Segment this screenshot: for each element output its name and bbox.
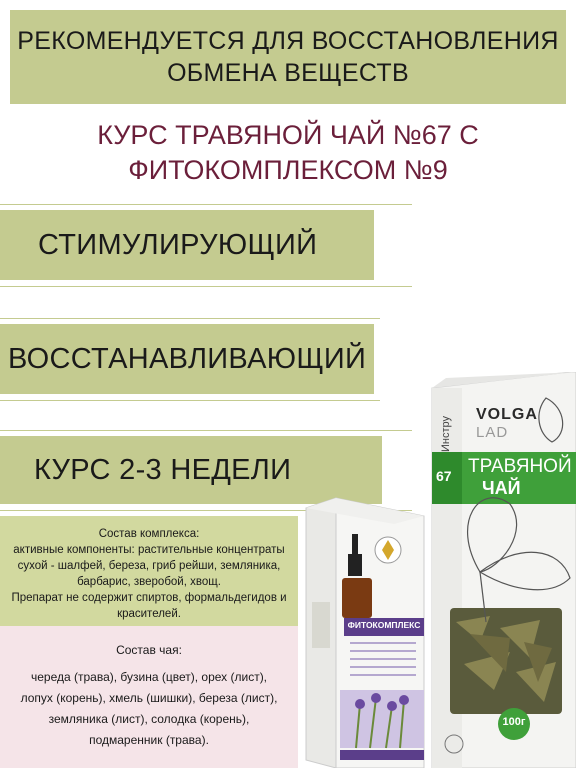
feature-label-1: СТИМУЛИРУЮЩИЙ xyxy=(38,228,318,261)
tea-box-brand: VOLGA xyxy=(476,406,538,423)
kit-composition xyxy=(0,526,298,622)
fito-box-label: ФИТОКОМПЛЕКС xyxy=(347,620,421,630)
course-title-line-1: КУРС ТРАВЯНОЙ ЧАЙ №67 С xyxy=(97,120,479,150)
band-3-top-line xyxy=(0,430,412,431)
course-title xyxy=(0,118,576,188)
fito-complex-product xyxy=(300,494,440,768)
band-2-bottom-line xyxy=(0,400,380,401)
feature-label-2: ВОССТАНАВЛИВАЮЩИЙ xyxy=(8,342,367,375)
tea-box-side-text: Инстру xyxy=(440,415,452,452)
tea-box-side-text-wrap xyxy=(438,394,456,454)
band-1-bottom-line xyxy=(0,286,412,287)
top-banner xyxy=(10,10,566,104)
tea-box-name-line-2: ЧАЙ xyxy=(482,478,521,498)
kit-composition-title: Состав комплекса: xyxy=(98,528,200,540)
tea-box-name-line-1: ТРАВЯНОЙ xyxy=(468,456,572,477)
banner-line-1: РЕКОМЕНДУЕТСЯ ДЛЯ ВОССТАНОВЛЕНИЯ xyxy=(17,27,559,55)
kit-composition-line: красителей. xyxy=(117,608,181,620)
tea-box-number: 67 xyxy=(436,468,452,484)
feature-label-3: КУРС 2-3 НЕДЕЛИ xyxy=(34,453,292,486)
kit-composition-line: Препарат не содержит спиртов, формальдегидов и xyxy=(11,592,287,604)
tea-composition-line: подмаренник (трава). xyxy=(89,733,209,747)
tea-box-brand-sub: LAD xyxy=(476,424,509,441)
tea-box-product xyxy=(420,372,576,768)
kit-composition-line: активные компоненты: растительные концентраты xyxy=(13,544,285,556)
tea-composition xyxy=(0,640,298,751)
kit-composition-line: сухой - шалфей, береза, гриб рейши, земляника, xyxy=(17,560,281,572)
tea-composition-line: земляника (лист), солодка (корень), xyxy=(48,712,250,726)
feature-band-1 xyxy=(0,210,374,280)
band-1-top-line xyxy=(0,204,412,205)
banner-line-2: ОБМЕНА ВЕЩЕСТВ xyxy=(167,59,409,87)
tea-box-weight: 100г xyxy=(502,716,526,728)
band-2-top-line xyxy=(0,318,380,319)
tea-composition-title: Состав чая: xyxy=(116,643,182,657)
kit-composition-line: барбарис, зверобой, хвощ. xyxy=(77,576,221,588)
tea-composition-line: лопух (корень), хмель (шишки), береза (лист), xyxy=(20,691,278,705)
feature-band-2 xyxy=(0,324,374,394)
course-title-line-2: ФИТОКОМПЛЕКСОМ №9 xyxy=(128,155,448,185)
tea-composition-line: череда (трава), бузина (цвет), орех (лист), xyxy=(30,670,268,684)
